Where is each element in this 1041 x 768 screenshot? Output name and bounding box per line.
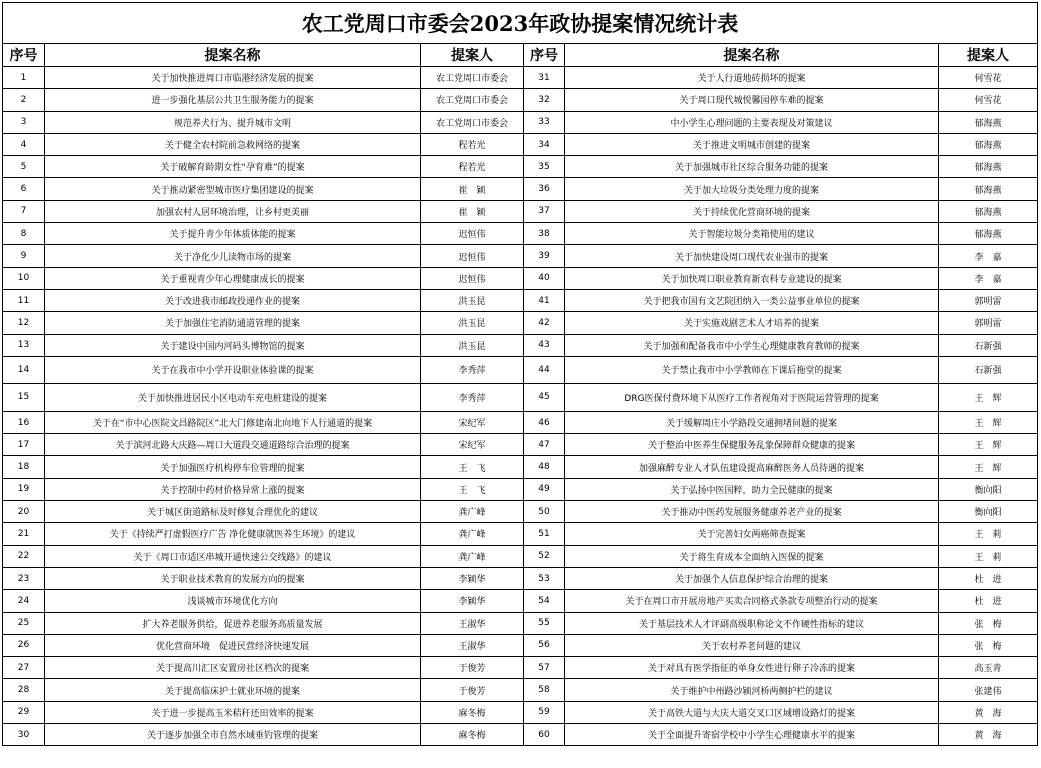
proposal-name-cell: 扩大养老服务供给，促进养老服务高质量发展 bbox=[45, 612, 421, 634]
proposal-name-cell: 浅谈城市环境优化方向 bbox=[45, 590, 421, 612]
proposal-name-cell: 关于禁止我市中小学教师在下课后拖堂的提案 bbox=[565, 356, 939, 383]
proposer-cell: 郁海燕 bbox=[939, 223, 1038, 245]
proposer-cell: 郁海燕 bbox=[939, 178, 1038, 200]
row-number-cell: 48 bbox=[524, 456, 565, 478]
proposer-cell: 洪玉昆 bbox=[421, 289, 524, 311]
proposal-name-cell: 关于破解育龄期女性“孕育难”的提案 bbox=[45, 156, 421, 178]
proposal-name-cell: 关于在“市中心医院文昌路院区”北大门修建南北向地下人行通道的提案 bbox=[45, 411, 421, 433]
proposer-cell: 高玉青 bbox=[939, 657, 1038, 679]
proposer-cell: 王 莉 bbox=[939, 523, 1038, 545]
proposal-name-cell: 关于缓解周庄小学路段交通拥堵问题的提案 bbox=[565, 411, 939, 433]
row-number-cell: 47 bbox=[524, 434, 565, 456]
row-number-cell: 21 bbox=[3, 523, 45, 545]
row-number-cell: 57 bbox=[524, 657, 565, 679]
proposer-cell: 麻冬梅 bbox=[421, 724, 524, 746]
row-number-cell: 36 bbox=[524, 178, 565, 200]
proposal-name-cell: 关于建设中国内河码头博物馆的提案 bbox=[45, 334, 421, 356]
row-number-cell: 56 bbox=[524, 634, 565, 656]
row-number-cell: 19 bbox=[3, 478, 45, 500]
proposal-rows bbox=[3, 67, 1038, 746]
row-number-cell: 29 bbox=[3, 701, 45, 723]
proposal-name-cell: 关于提高临床护士就业环境的提案 bbox=[45, 679, 421, 701]
proposer-cell: 何雪花 bbox=[939, 67, 1038, 89]
table-row bbox=[3, 312, 1038, 334]
table-row bbox=[3, 612, 1038, 634]
table-row bbox=[3, 701, 1038, 723]
row-number-cell: 34 bbox=[524, 133, 565, 155]
proposer-cell: 王 莉 bbox=[939, 545, 1038, 567]
proposer-cell: 龚广峰 bbox=[421, 501, 524, 523]
row-number-cell: 43 bbox=[524, 334, 565, 356]
proposer-cell: 崔 颖 bbox=[421, 178, 524, 200]
proposer-cell: 王 辉 bbox=[939, 434, 1038, 456]
proposer-cell: 张建伟 bbox=[939, 679, 1038, 701]
proposer-cell: 王淑华 bbox=[421, 612, 524, 634]
row-number-cell: 51 bbox=[524, 523, 565, 545]
table-row bbox=[3, 411, 1038, 433]
proposer-cell: 杜 进 bbox=[939, 567, 1038, 589]
row-number-cell: 5 bbox=[3, 156, 45, 178]
header-no-left: 序号 bbox=[3, 44, 45, 67]
proposal-name-cell: 关于加强城市社区综合服务功能的提案 bbox=[565, 156, 939, 178]
proposal-name-cell: 关于加快周口职业教育新农科专业建设的提案 bbox=[565, 267, 939, 289]
proposal-name-cell: 关于弘扬中医国粹，助力全民健康的提案 bbox=[565, 478, 939, 500]
proposer-cell: 王 辉 bbox=[939, 383, 1038, 411]
row-number-cell: 52 bbox=[524, 545, 565, 567]
header-name-right: 提案名称 bbox=[565, 44, 939, 67]
proposal-name-cell: 关于加快推进居民小区电动车充电桩建设的提案 bbox=[45, 383, 421, 411]
proposer-cell: 迟恒伟 bbox=[421, 267, 524, 289]
row-number-cell: 50 bbox=[524, 501, 565, 523]
row-number-cell: 20 bbox=[3, 501, 45, 523]
proposal-name-cell: 关于推进文明城市创建的提案 bbox=[565, 133, 939, 155]
proposer-cell: 于俊芳 bbox=[421, 679, 524, 701]
proposer-cell: 王淑华 bbox=[421, 634, 524, 656]
proposal-name-cell: 关于对具有医学指征的单身女性进行卵子冷冻的提案 bbox=[565, 657, 939, 679]
proposer-cell: 石新强 bbox=[939, 334, 1038, 356]
proposal-name-cell: 关于重视青少年心理健康成长的提案 bbox=[45, 267, 421, 289]
row-number-cell: 32 bbox=[524, 89, 565, 111]
proposal-name-cell: 关于全面提升寄宿学校中小学生心理健康水平的提案 bbox=[565, 724, 939, 746]
proposal-name-cell: 关于推动紧密型城市医疗集团建设的提案 bbox=[45, 178, 421, 200]
row-number-cell: 22 bbox=[3, 545, 45, 567]
proposal-name-cell: 关于在周口市开展房地产买卖合同格式条款专项整治行动的提案 bbox=[565, 590, 939, 612]
row-number-cell: 53 bbox=[524, 567, 565, 589]
proposal-name-cell: 关于在我市中小学开设职业体验课的提案 bbox=[45, 356, 421, 383]
proposal-name-cell: 关于智能垃圾分类箱使用的建议 bbox=[565, 223, 939, 245]
proposal-name-cell: 关于把我市国有文艺院团纳入一类公益事业单位的提案 bbox=[565, 289, 939, 311]
table-row bbox=[3, 289, 1038, 311]
table-row bbox=[3, 434, 1038, 456]
row-number-cell: 35 bbox=[524, 156, 565, 178]
table-row bbox=[3, 200, 1038, 222]
proposer-cell: 农工党周口市委会 bbox=[421, 111, 524, 133]
row-number-cell: 31 bbox=[524, 67, 565, 89]
row-number-cell: 14 bbox=[3, 356, 45, 383]
proposer-cell: 李秀萍 bbox=[421, 383, 524, 411]
proposer-cell: 龚广峰 bbox=[421, 545, 524, 567]
row-number-cell: 1 bbox=[3, 67, 45, 89]
table-row bbox=[3, 383, 1038, 411]
row-number-cell: 41 bbox=[524, 289, 565, 311]
proposer-cell: 程若光 bbox=[421, 156, 524, 178]
table-row bbox=[3, 334, 1038, 356]
row-number-cell: 4 bbox=[3, 133, 45, 155]
row-number-cell: 59 bbox=[524, 701, 565, 723]
row-number-cell: 49 bbox=[524, 478, 565, 500]
table-row bbox=[3, 634, 1038, 656]
table-row bbox=[3, 67, 1038, 89]
table-row bbox=[3, 590, 1038, 612]
proposal-name-cell: 进一步强化基层公共卫生服务能力的提案 bbox=[45, 89, 421, 111]
proposal-name-cell: 规范养犬行为、提升城市文明 bbox=[45, 111, 421, 133]
row-number-cell: 17 bbox=[3, 434, 45, 456]
proposer-cell: 李 嘉 bbox=[939, 245, 1038, 267]
row-number-cell: 42 bbox=[524, 312, 565, 334]
proposal-name-cell: 关于职业技术教育的发展方向的提案 bbox=[45, 567, 421, 589]
table-row bbox=[3, 356, 1038, 383]
proposer-cell: 张 梅 bbox=[939, 612, 1038, 634]
proposer-cell: 迟恒伟 bbox=[421, 245, 524, 267]
table-row bbox=[3, 223, 1038, 245]
header-row bbox=[3, 44, 1038, 67]
proposal-name-cell: 关于加强医疗机构停车位管理的提案 bbox=[45, 456, 421, 478]
row-number-cell: 3 bbox=[3, 111, 45, 133]
proposer-cell: 郭明雷 bbox=[939, 289, 1038, 311]
table-row bbox=[3, 501, 1038, 523]
row-number-cell: 18 bbox=[3, 456, 45, 478]
proposal-name-cell: 关于周口现代城悦馨园停车难的提案 bbox=[565, 89, 939, 111]
proposal-name-cell: 关于加强个人信息保护综合治理的提案 bbox=[565, 567, 939, 589]
proposal-name-cell: 关于农村养老问题的建议 bbox=[565, 634, 939, 656]
proposer-cell: 衡向阳 bbox=[939, 501, 1038, 523]
table-row bbox=[3, 133, 1038, 155]
page-title: 农工党周口市委会2023年政协提案情况统计表 bbox=[3, 3, 1038, 44]
proposer-cell: 李秀萍 bbox=[421, 356, 524, 383]
proposal-name-cell: 优化营商环境 促进民营经济快速发展 bbox=[45, 634, 421, 656]
proposal-name-cell: 关于滨河北路大庆路—周口大道段交通道路综合治理的提案 bbox=[45, 434, 421, 456]
proposal-name-cell: 加强农村人居环境治理，让乡村更美丽 bbox=[45, 200, 421, 222]
table-row bbox=[3, 567, 1038, 589]
proposer-cell: 张 梅 bbox=[939, 634, 1038, 656]
proposal-name-cell: 关于《周口市适区串城开通快速公交线路》的建议 bbox=[45, 545, 421, 567]
proposer-cell: 王 飞 bbox=[421, 456, 524, 478]
row-number-cell: 45 bbox=[524, 383, 565, 411]
table-row bbox=[3, 724, 1038, 746]
table-row bbox=[3, 111, 1038, 133]
row-number-cell: 58 bbox=[524, 679, 565, 701]
row-number-cell: 9 bbox=[3, 245, 45, 267]
proposal-name-cell: 中小学生心理问题的主要表现及对策建议 bbox=[565, 111, 939, 133]
row-number-cell: 13 bbox=[3, 334, 45, 356]
proposer-cell: 于俊芳 bbox=[421, 657, 524, 679]
proposer-cell: 杜 进 bbox=[939, 590, 1038, 612]
row-number-cell: 54 bbox=[524, 590, 565, 612]
proposal-name-cell: 关于净化少儿读物市场的提案 bbox=[45, 245, 421, 267]
row-number-cell: 2 bbox=[3, 89, 45, 111]
proposal-name-cell: 关于改进我市邮政投递作业的提案 bbox=[45, 289, 421, 311]
proposer-cell: 洪玉昆 bbox=[421, 312, 524, 334]
proposer-cell: 黄 海 bbox=[939, 701, 1038, 723]
proposer-cell: 宋纪军 bbox=[421, 434, 524, 456]
proposer-cell: 郁海燕 bbox=[939, 111, 1038, 133]
table-row bbox=[3, 267, 1038, 289]
proposal-name-cell: 关于人行道地砖损坏的提案 bbox=[565, 67, 939, 89]
table-row bbox=[3, 478, 1038, 500]
proposal-name-cell: 关于城区街道路标及时修复合理优化的建议 bbox=[45, 501, 421, 523]
row-number-cell: 7 bbox=[3, 200, 45, 222]
header-name-left: 提案名称 bbox=[45, 44, 421, 67]
proposal-name-cell: 关于基层技术人才评副高级职称论文不作硬性指标的建议 bbox=[565, 612, 939, 634]
proposal-name-cell: 关于推动中医药发展服务健康养老产业的提案 bbox=[565, 501, 939, 523]
table-row bbox=[3, 245, 1038, 267]
row-number-cell: 6 bbox=[3, 178, 45, 200]
proposal-name-cell: 关于完善妇女两癌筛查提案 bbox=[565, 523, 939, 545]
proposer-cell: 程若光 bbox=[421, 133, 524, 155]
row-number-cell: 33 bbox=[524, 111, 565, 133]
proposer-cell: 王 飞 bbox=[421, 478, 524, 500]
proposer-cell: 郁海燕 bbox=[939, 156, 1038, 178]
proposal-name-cell: 关于加大垃圾分类处理力度的提案 bbox=[565, 178, 939, 200]
row-number-cell: 10 bbox=[3, 267, 45, 289]
row-number-cell: 16 bbox=[3, 411, 45, 433]
proposer-cell: 麻冬梅 bbox=[421, 701, 524, 723]
row-number-cell: 27 bbox=[3, 657, 45, 679]
proposer-cell: 黄 海 bbox=[939, 724, 1038, 746]
proposer-cell: 郁海燕 bbox=[939, 200, 1038, 222]
header-no-right: 序号 bbox=[524, 44, 565, 67]
row-number-cell: 30 bbox=[3, 724, 45, 746]
proposal-table bbox=[2, 2, 1038, 746]
proposer-cell: 农工党周口市委会 bbox=[421, 89, 524, 111]
proposer-cell: 郁海燕 bbox=[939, 133, 1038, 155]
proposer-cell: 李颖华 bbox=[421, 567, 524, 589]
proposal-name-cell: 加强麻醉专业人才队伍建设提高麻醉医务人员待遇的提案 bbox=[565, 456, 939, 478]
proposer-cell: 李颖华 bbox=[421, 590, 524, 612]
proposer-cell: 龚广峰 bbox=[421, 523, 524, 545]
proposer-cell: 迟恒伟 bbox=[421, 223, 524, 245]
row-number-cell: 60 bbox=[524, 724, 565, 746]
proposer-cell: 宋纪军 bbox=[421, 411, 524, 433]
row-number-cell: 26 bbox=[3, 634, 45, 656]
row-number-cell: 23 bbox=[3, 567, 45, 589]
proposer-cell: 石新强 bbox=[939, 356, 1038, 383]
proposer-cell: 崔 颖 bbox=[421, 200, 524, 222]
proposal-name-cell: 关于提高川汇区安置房社区档次的提案 bbox=[45, 657, 421, 679]
table-row bbox=[3, 456, 1038, 478]
row-number-cell: 8 bbox=[3, 223, 45, 245]
proposal-name-cell: DRG医保付费环境下从医疗工作者视角对于医院运营管理的提案 bbox=[565, 383, 939, 411]
proposal-name-cell: 关于持续优化营商环境的提案 bbox=[565, 200, 939, 222]
row-number-cell: 24 bbox=[3, 590, 45, 612]
proposer-cell: 洪玉昆 bbox=[421, 334, 524, 356]
proposer-cell: 何雪花 bbox=[939, 89, 1038, 111]
row-number-cell: 38 bbox=[524, 223, 565, 245]
proposal-name-cell: 关于高铁大道与大庆大道交叉口区域增设路灯的提案 bbox=[565, 701, 939, 723]
row-number-cell: 44 bbox=[524, 356, 565, 383]
proposal-name-cell: 关于控制中药材价格异常上涨的提案 bbox=[45, 478, 421, 500]
proposal-sheet bbox=[2, 2, 1037, 765]
proposer-cell: 衡向阳 bbox=[939, 478, 1038, 500]
row-number-cell: 40 bbox=[524, 267, 565, 289]
proposal-name-cell: 关于逐步加强全市自然水域垂钓管理的提案 bbox=[45, 724, 421, 746]
table-row bbox=[3, 156, 1038, 178]
proposer-cell: 李 嘉 bbox=[939, 267, 1038, 289]
proposal-name-cell: 关于进一步提高玉米秸秆还田效率的提案 bbox=[45, 701, 421, 723]
row-number-cell: 11 bbox=[3, 289, 45, 311]
proposal-name-cell: 关于实施戏剧艺术人才培养的提案 bbox=[565, 312, 939, 334]
table-row bbox=[3, 178, 1038, 200]
proposal-name-cell: 关于《持续严打虚假医疗广告 净化健康就医养生环境》的建议 bbox=[45, 523, 421, 545]
table-row bbox=[3, 545, 1038, 567]
table-row bbox=[3, 89, 1038, 111]
row-number-cell: 15 bbox=[3, 383, 45, 411]
row-number-cell: 39 bbox=[524, 245, 565, 267]
proposal-name-cell: 关于维护中州路沙颍河桥两侧护栏的建议 bbox=[565, 679, 939, 701]
proposal-name-cell: 关于加强和配备我市中小学生心理健康教育教师的提案 bbox=[565, 334, 939, 356]
proposer-cell: 农工党周口市委会 bbox=[421, 67, 524, 89]
row-number-cell: 12 bbox=[3, 312, 45, 334]
header-proposer-right: 提案人 bbox=[939, 44, 1038, 67]
header-proposer-left: 提案人 bbox=[421, 44, 524, 67]
row-number-cell: 46 bbox=[524, 411, 565, 433]
row-number-cell: 25 bbox=[3, 612, 45, 634]
table-row bbox=[3, 523, 1038, 545]
proposal-name-cell: 关于将生育成本全面纳入医保的提案 bbox=[565, 545, 939, 567]
row-number-cell: 28 bbox=[3, 679, 45, 701]
row-number-cell: 37 bbox=[524, 200, 565, 222]
table-row bbox=[3, 657, 1038, 679]
proposer-cell: 王 辉 bbox=[939, 456, 1038, 478]
row-number-cell: 55 bbox=[524, 612, 565, 634]
table-row bbox=[3, 679, 1038, 701]
proposal-name-cell: 关于整治中医养生保健服务乱象保障群众健康的提案 bbox=[565, 434, 939, 456]
proposal-name-cell: 关于加快建设周口现代农业强市的提案 bbox=[565, 245, 939, 267]
proposal-name-cell: 关于提升青少年体质体能的提案 bbox=[45, 223, 421, 245]
proposer-cell: 郭明雷 bbox=[939, 312, 1038, 334]
proposal-name-cell: 关于健全农村院前急救网络的提案 bbox=[45, 133, 421, 155]
proposal-name-cell: 关于加快推进周口市临港经济发展的提案 bbox=[45, 67, 421, 89]
proposer-cell: 王 辉 bbox=[939, 411, 1038, 433]
proposal-name-cell: 关于加强住宅消防通道管理的提案 bbox=[45, 312, 421, 334]
